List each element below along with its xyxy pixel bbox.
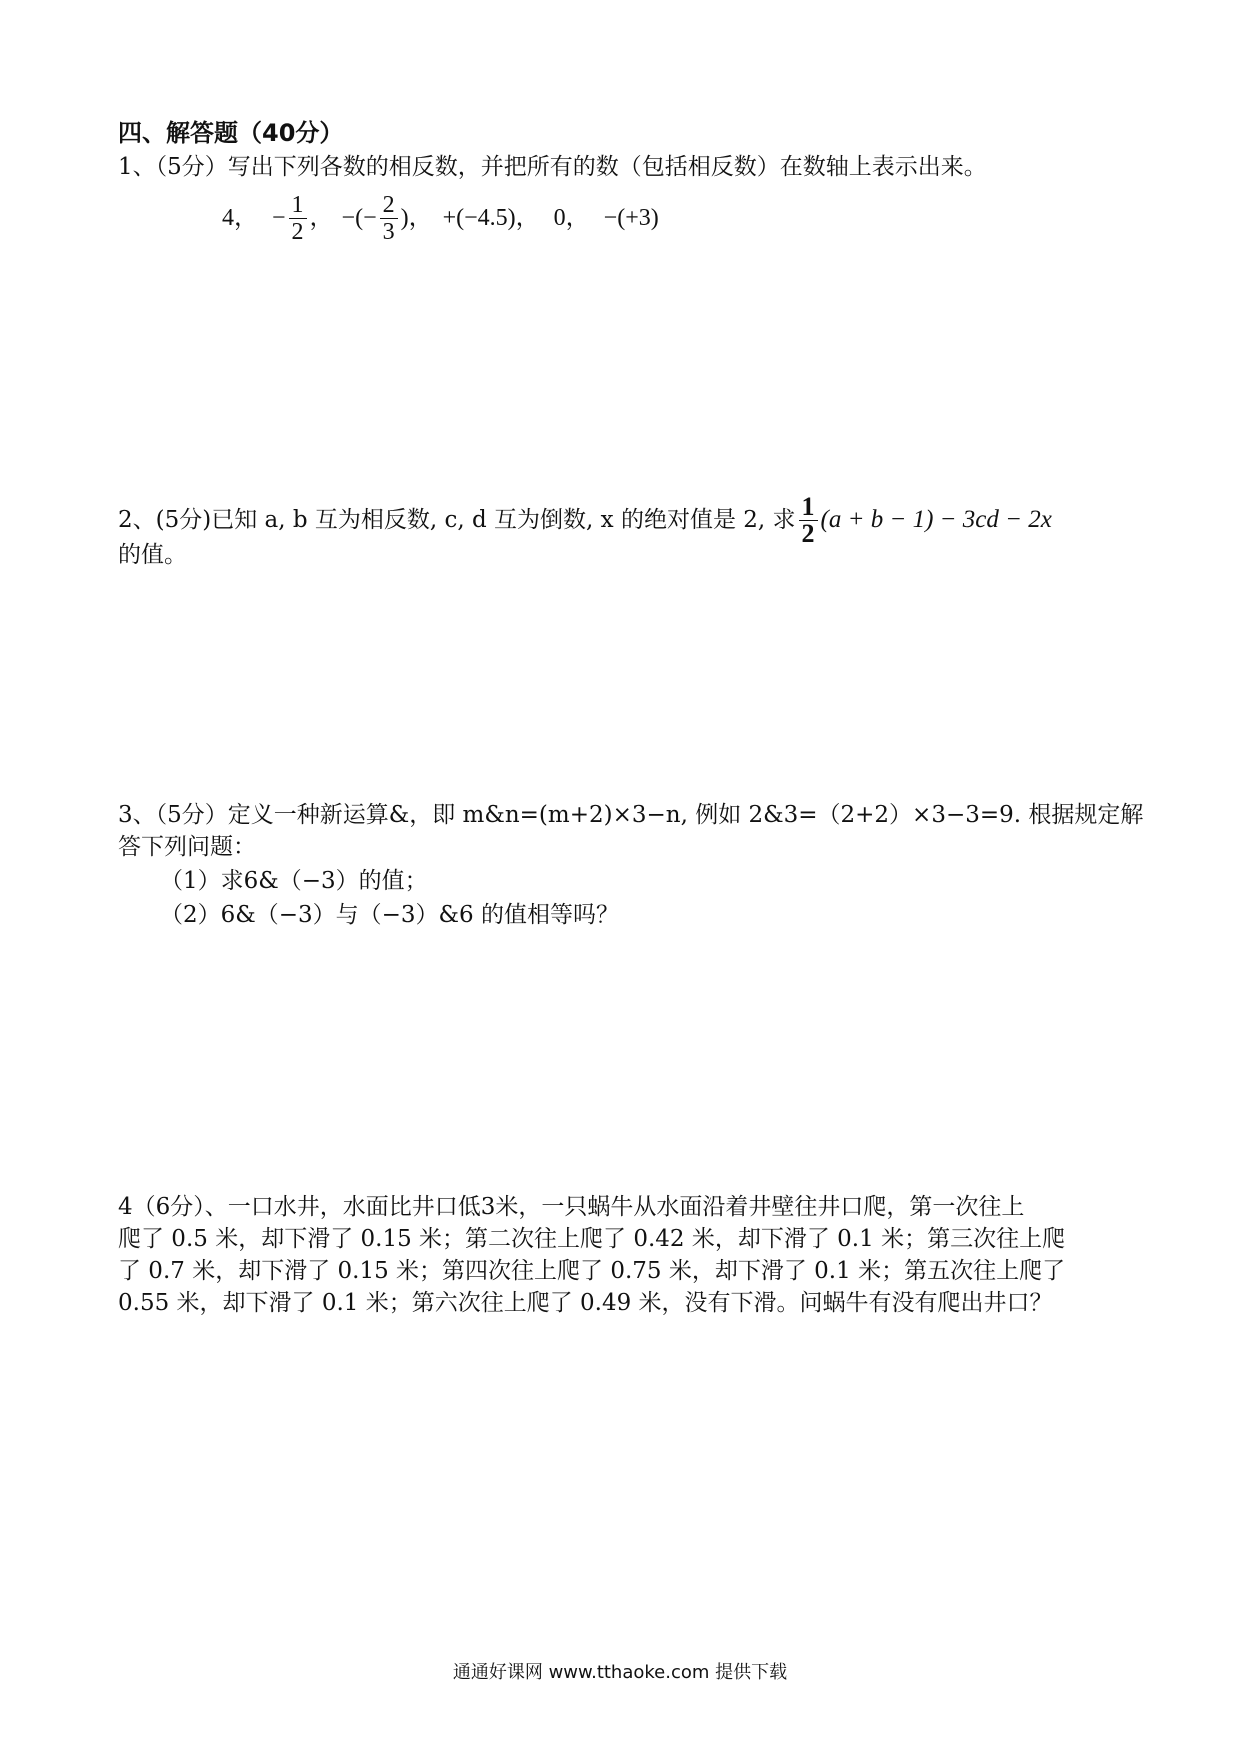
q2-expression-fraction [799,491,818,548]
q1-item-a: 4， [222,205,258,231]
q1-item-f: −(+3) [603,205,659,231]
section-heading: 四、解答题（40分） [118,119,344,147]
q1-item-b-denominator: 2 [291,218,304,245]
q3-line2: 答下列问题： [118,834,256,860]
q3-subquestion-2: （2）6&（−3）与（−3）&6 的值相等吗？ [160,902,619,928]
q3-subquestion-1: （1）求6&（−3）的值； [160,868,428,894]
q2-continuation: 的值。 [118,542,187,568]
q1-item-c-fraction [380,192,398,245]
q1-item-b-separator: ， [309,205,334,231]
q1-item-c-suffix: )， [400,205,433,231]
q1-item-c-numerator: 2 [380,192,398,219]
q1-item-c-denominator: 3 [382,218,395,245]
q4-line1: 4（6分）、一口水井，水面比井口低3米，一只蜗牛从水面沿着井壁往井口爬，第一次往上 [118,1194,1025,1220]
q2-expression-numerator: 1 [799,494,818,521]
q2-expression-tail: (a + b − 1) − 3cd − 2x [820,506,1052,533]
page-footer: 通通好课网 www.tthaoke.com 提供下载 [452,1662,788,1683]
q1-item-e: 0， [553,205,590,231]
q1-prompt: 1、（5分）写出下列各数的相反数，并把所有的数（包括相反数）在数轴上表示出来。 [118,154,987,180]
q1-item-d: +(−4.5)， [442,205,540,231]
q1-item-b-numerator: 1 [289,192,307,219]
q2-prompt: 2、(5分)已知 a, b 互为相反数, c, d 互为倒数, x 的绝对值是 2, 求 [118,507,796,533]
q1-item-b-sign: − [272,205,286,231]
q1-number-list [222,186,659,250]
q2-expression-denominator: 2 [801,518,815,548]
q4-line3: 了 0.7 米，却下滑了 0.15 米；第四次往上爬了 0.75 米，却下滑了 0.1 米；第五次往上爬了 [118,1258,1066,1284]
q3-line1: 3、（5分）定义一种新运算&，即 m&n=(m+2)×3−n, 例如 2&3=（2+2）×3−3=9. 根据规定解 [118,802,1144,828]
q1-item-c-prefix: −(− [341,205,377,231]
q2-prompt-line [118,488,1052,552]
q4-line2: 爬了 0.5 米，却下滑了 0.15 米；第二次往上爬了 0.42 米，却下滑了 0.1 米；第三次往上爬 [118,1226,1066,1252]
q4-line4: 0.55 米，却下滑了 0.1 米；第六次往上爬了 0.49 米，没有下滑。问蜗牛有没有爬出井口？ [118,1290,1053,1316]
q1-item-b-fraction [289,192,307,245]
